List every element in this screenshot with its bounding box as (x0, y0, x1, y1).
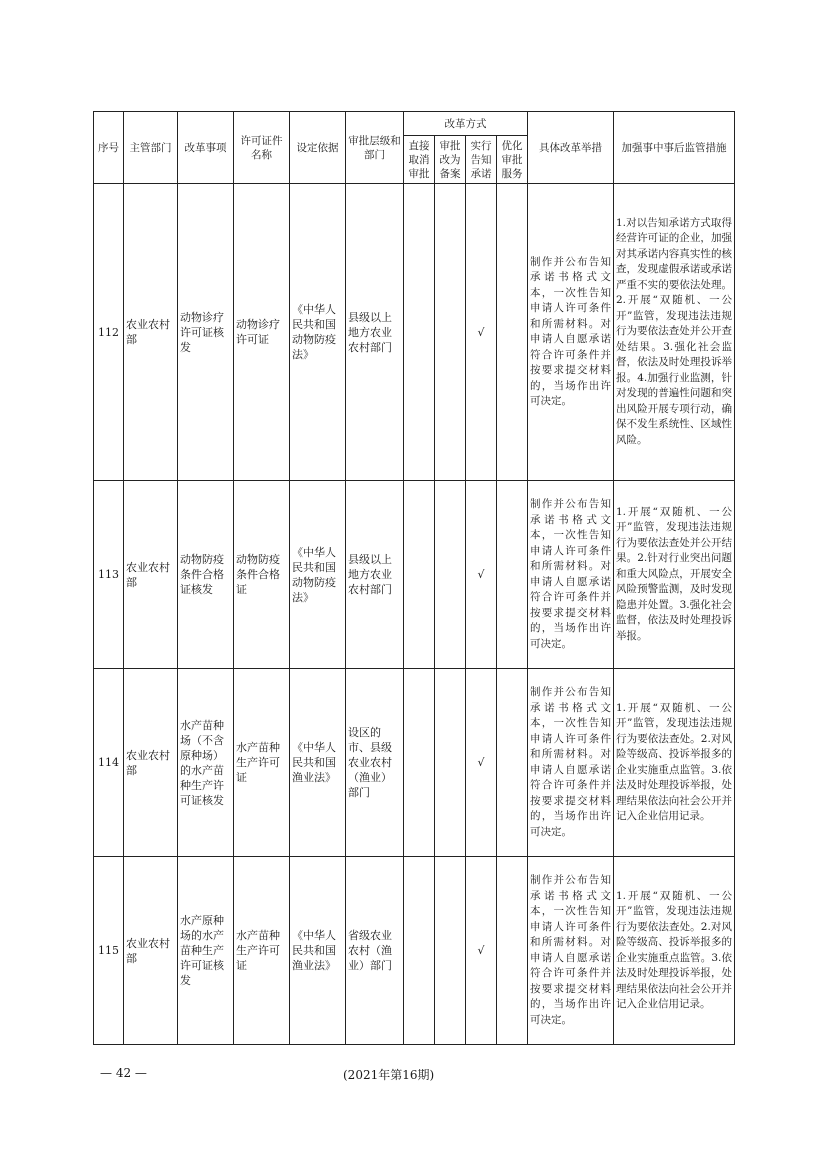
row-no: 114 (94, 669, 124, 857)
page-number: — 42 — (100, 1066, 147, 1080)
row-basis: 《中华人民共和国动物防疫法》 (290, 481, 346, 669)
header-permit: 许可证件名称 (234, 112, 290, 184)
row-measures: 制作并公布告知承诺书格式文本，一次性告知申请人许可条件和所需材料。对申请人自愿承诺符合许可条件并按要求提交材料的，当场作出许可决定。 (528, 184, 614, 481)
row-mode-cancel (404, 184, 435, 481)
row-permit: 动物诊疗许可证 (234, 184, 290, 481)
row-basis: 《中华人民共和国渔业法》 (290, 857, 346, 1045)
row-item: 水产苗种场（不含原种场）的水产苗种生产许可证核发 (178, 669, 234, 857)
row-supervision: 1.开展“双随机、一公开”监管，发现违法违规行为要依法查处。2.对风险等级高、投诉举报多的企业实施重点监管。3.依法及时处理投诉举报，处理结果依法向社会公开并记入企业信用记录。 (614, 669, 735, 857)
header-level: 审批层级和部门 (346, 112, 404, 184)
row-dept: 农业农村部 (124, 184, 178, 481)
row-basis: 《中华人民共和国渔业法》 (290, 669, 346, 857)
row-permit: 动物防疫条件合格证 (234, 481, 290, 669)
header-item: 改革事项 (178, 112, 234, 184)
row-mode-filing (435, 857, 466, 1045)
header-supervision: 加强事中事后监管措施 (614, 112, 735, 184)
header-mode-optimize: 优化审批服务 (497, 136, 528, 184)
row-mode-filing (435, 184, 466, 481)
row-mode-cancel (404, 481, 435, 669)
header-no: 序号 (94, 112, 124, 184)
row-basis: 《中华人民共和国动物防疫法》 (290, 184, 346, 481)
row-measures: 制作并公布告知承诺书格式文本，一次性告知申请人许可条件和所需材料。对申请人自愿承诺符合许可条件并按要求提交材料的，当场作出许可决定。 (528, 669, 614, 857)
row-item: 动物诊疗许可证核发 (178, 184, 234, 481)
row-mode-optimize (497, 669, 528, 857)
row-level: 县级以上地方农业农村部门 (346, 481, 404, 669)
row-permit: 水产苗种生产许可证 (234, 857, 290, 1045)
row-dept: 农业农村部 (124, 669, 178, 857)
row-mode-cancel (404, 857, 435, 1045)
table-row (94, 669, 735, 857)
row-permit: 水产苗种生产许可证 (234, 669, 290, 857)
table-row (94, 184, 735, 481)
header-measures: 具体改革举措 (528, 112, 614, 184)
row-mode-commitment: √ (466, 184, 497, 481)
row-level: 设区的市、县级农业农村（渔业）部门 (346, 669, 404, 857)
table-row (94, 857, 735, 1045)
header-dept: 主管部门 (124, 112, 178, 184)
row-mode-optimize (497, 184, 528, 481)
row-mode-commitment: √ (466, 481, 497, 669)
header-mode-cancel: 直接取消审批 (404, 136, 435, 184)
row-supervision: 1.开展“双随机、一公开”监管，发现违法违规行为要依法查处。2.对风险等级高、投诉举报多的企业实施重点监管。3.依法及时处理投诉举报，处理结果依法向社会公开并记入企业信用记录。 (614, 857, 735, 1045)
row-supervision: 1.对以告知承诺方式取得经营许可证的企业，加强对其承诺内容真实性的核查，发现虚假承诺或承诺严重不实的要依法处理。2.开展“双随机、一公开”监管，发现违法违规行为要依法查处并公开查处结果。3.强化社会监督，依法及时处理投诉举报。4.加强行业监测，针对发现的普遍性问题和突出风险开展专项行动，确保不发生系统性、区域性风险。 (614, 184, 735, 481)
row-level: 省级农业农村（渔业）部门 (346, 857, 404, 1045)
header-basis: 设定依据 (290, 112, 346, 184)
row-mode-optimize (497, 857, 528, 1045)
row-item: 水产原种场的水产苗种生产许可证核发 (178, 857, 234, 1045)
header-mode-commitment: 实行告知承诺 (466, 136, 497, 184)
row-mode-filing (435, 481, 466, 669)
row-mode-filing (435, 669, 466, 857)
row-no: 112 (94, 184, 124, 481)
header-mode-filing: 审批改为备案 (435, 136, 466, 184)
issue-label: (2021年第16期) (343, 1068, 435, 1082)
row-mode-cancel (404, 669, 435, 857)
row-mode-commitment: √ (466, 857, 497, 1045)
row-mode-commitment: √ (466, 669, 497, 857)
row-dept: 农业农村部 (124, 857, 178, 1045)
row-dept: 农业农村部 (124, 481, 178, 669)
header-mode: 改革方式 (404, 112, 528, 136)
row-no: 113 (94, 481, 124, 669)
table-row (94, 481, 735, 669)
row-level: 县级以上地方农业农村部门 (346, 184, 404, 481)
row-measures: 制作并公布告知承诺书格式文本，一次性告知申请人许可条件和所需材料。对申请人自愿承诺符合许可条件并按要求提交材料的，当场作出许可决定。 (528, 857, 614, 1045)
row-item: 动物防疫条件合格证核发 (178, 481, 234, 669)
row-supervision: 1.开展“双随机、一公开”监管，发现违法违规行为要依法查处并公开结果。2.针对行业突出问题和重大风险点，开展安全风险预警监测，及时发现隐患并处置。3.强化社会监督，依法及时处理投诉举报。 (614, 481, 735, 669)
reform-table (93, 111, 735, 1045)
row-mode-optimize (497, 481, 528, 669)
row-measures: 制作并公布告知承诺书格式文本，一次性告知申请人许可条件和所需材料。对申请人自愿承诺符合许可条件并按要求提交材料的，当场作出许可决定。 (528, 481, 614, 669)
row-no: 115 (94, 857, 124, 1045)
